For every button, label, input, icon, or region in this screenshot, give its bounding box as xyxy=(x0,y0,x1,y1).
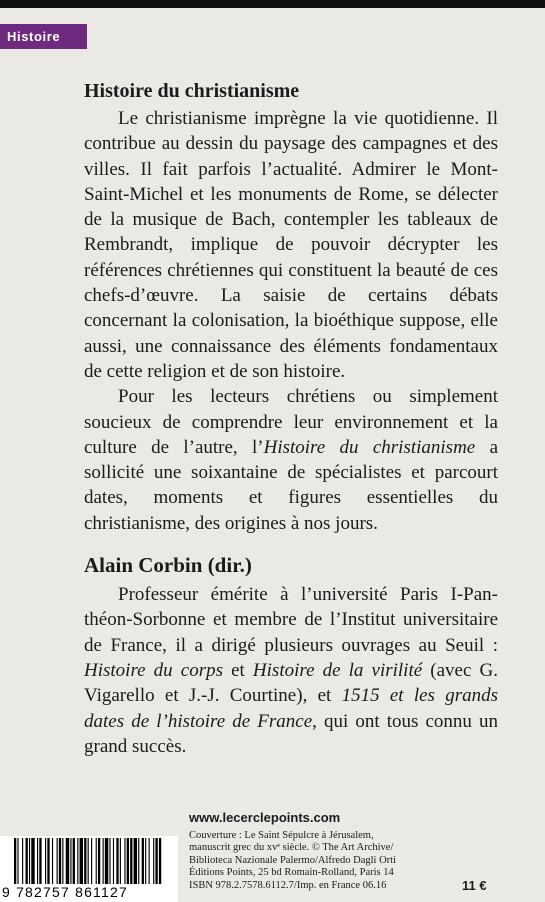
credit-line: Biblioteca Nazionale Palermo/Alfredo Dagli Orti xyxy=(189,854,397,866)
barcode-bar xyxy=(96,838,97,884)
italic-title: Histoire de la virilité xyxy=(252,659,423,681)
paragraph: Professeur émérite à l’université Paris I-Panthéon-Sorbonne et membre de l’Institut universitaire de France, il a dirigé plusieurs ouvrages au Seuil : Histoire du corps et Histoire de la virilité (avec G. Vigarello et J.-J. Courtine), et 1515 et les grands dates de l’histoire de France, qui ont tous connu un grand succès. xyxy=(84,584,499,757)
barcode-bar xyxy=(84,838,86,884)
publisher-website: www.lecerclepoints.com xyxy=(189,810,341,825)
barcode-bar xyxy=(120,838,121,884)
barcode-bar xyxy=(105,838,108,884)
category-tag: Histoire xyxy=(0,24,87,49)
barcode-bar xyxy=(134,838,137,884)
cover-credits xyxy=(189,830,449,892)
barcode-bar xyxy=(103,838,104,884)
barcode-bar xyxy=(116,838,118,884)
barcode-bar xyxy=(73,838,75,884)
barcode-bar xyxy=(26,838,28,884)
price: 11 € xyxy=(462,878,487,893)
credit-line: manuscrit grec du xvᵉ siècle. © The Art Archive/ xyxy=(189,842,394,854)
barcode-bar xyxy=(59,838,61,884)
barcode-bar xyxy=(77,838,78,884)
barcode-bar xyxy=(159,838,161,884)
barcode-bars xyxy=(14,838,164,884)
barcode-bar xyxy=(149,838,150,884)
barcode-bar xyxy=(130,838,132,884)
credit-line: Éditions Points, 25 bd Romain-Rolland, Paris 14 xyxy=(189,867,394,879)
paragraph: Pour les lecteurs chrétiens ou simplement soucieux de comprendre leur environnement et la culture de l’autre, l’Histoire du christianisme a sollicité une soixantaine de spécialistes et parcourt dates, moments et figures essentielles du christianisme, des origines à nos jours. xyxy=(84,386,498,534)
barcode-bar xyxy=(57,838,58,884)
paragraph: Le christianisme imprègne la vie quotidienne. Il contribue au dessin du paysage des campagnes et des villes. Il fait parfois l’actualité. Admirer le Mont-Saint-Michel et les monuments de Rome, se délecter de la musique de Bach, contempler les tableaux de Rembrandt, implique de pouvoir décrypter les références chrétiennes qui constituent la beauté de ces chefs-d’œuvre. La saisie de certains débats concernant la colonisation, la bioéthique suppose, elle aussi, une connaissance des éléments fondamentaux de cette religion et de son histoire. xyxy=(84,108,498,382)
barcode-digits: 9 782757 861127 xyxy=(2,884,128,900)
barcode-bar xyxy=(17,838,18,884)
book-title: Histoire du christianisme xyxy=(84,80,300,102)
barcode-bar xyxy=(31,838,34,884)
barcode-bar xyxy=(142,838,144,884)
barcode-bar xyxy=(91,838,92,884)
author-bio xyxy=(84,582,498,759)
back-cover-text xyxy=(84,78,498,759)
barcode-bar xyxy=(37,838,38,884)
barcode-bar xyxy=(98,838,100,884)
barcode-bar xyxy=(39,838,41,884)
barcode-bar xyxy=(45,838,46,884)
barcode-bar xyxy=(127,838,129,884)
italic-title: 1515 et les grands dates de l’histoire de France xyxy=(84,685,498,732)
credit-line: Couverture : Le Saint Sépulcre à Jérusalem, xyxy=(189,830,374,841)
barcode-bar xyxy=(155,838,157,884)
barcode-bar xyxy=(66,838,69,884)
top-edge-bar xyxy=(0,0,545,8)
credit-line: ISBN 978.2.7578.6112.7/Imp. en France 06.16 xyxy=(189,879,387,891)
barcode-bar xyxy=(29,838,30,884)
barcode-bar xyxy=(14,838,16,884)
italic-title: Histoire du corps xyxy=(84,659,223,681)
barcode-bar xyxy=(80,838,83,884)
barcode-bar xyxy=(138,838,139,884)
barcode-bar xyxy=(22,838,23,884)
barcode-bar xyxy=(109,838,110,884)
author-name: Alain Corbin (dir.) xyxy=(84,553,252,578)
italic-title: Histoire du christianisme xyxy=(263,436,476,458)
isbn-barcode xyxy=(0,836,178,902)
barcode-bar xyxy=(47,838,49,884)
barcode-bar xyxy=(62,838,63,884)
barcode-bar xyxy=(113,838,114,884)
barcode-bar xyxy=(70,838,71,884)
barcode-bar xyxy=(88,838,89,884)
barcode-bar xyxy=(145,838,146,884)
barcode-bar xyxy=(153,838,154,884)
book-description xyxy=(84,106,498,536)
barcode-bar xyxy=(124,838,125,884)
barcode-bar xyxy=(52,838,53,884)
